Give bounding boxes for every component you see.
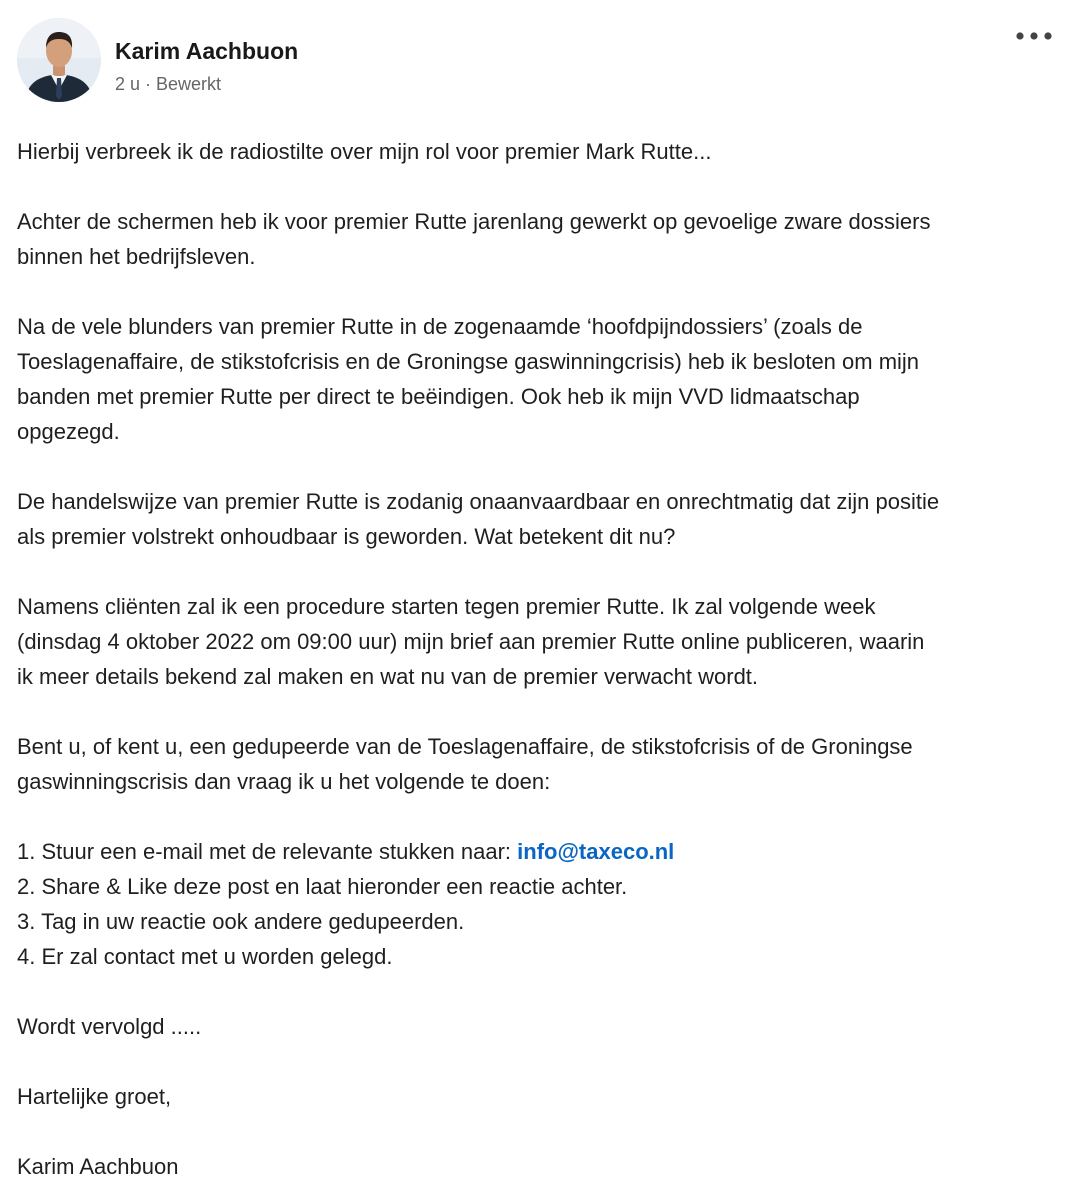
list-item: 3. Tag in uw reactie ook andere gedupeerden. <box>17 909 465 934</box>
paragraph-line: ik meer details bekend zal maken en wat nu van de premier verwacht wordt. <box>17 664 759 689</box>
post-body <box>17 134 1057 1184</box>
meta-separator: · <box>140 74 157 94</box>
paragraph-background <box>17 204 1057 274</box>
list-item: 2. Share & Like deze post en laat hieronder een reactie achter. <box>17 874 628 899</box>
paragraph-line: binnen het bedrijfsleven. <box>17 244 256 269</box>
paragraph-line: Hierbij verbreek ik de radiostilte over mijn rol voor premier Mark Rutte... <box>17 139 712 164</box>
post-meta <box>115 74 221 95</box>
paragraph-procedure <box>17 589 1057 694</box>
steps-list <box>17 834 1057 974</box>
author-name[interactable]: Karim Aachbuon <box>115 38 299 64</box>
paragraph-line: De handelswijze van premier Rutte is zodanig onaanvaardbaar en onrechtmatig dat zijn positie <box>17 489 940 514</box>
list-item <box>17 834 1057 869</box>
paragraph-line: Namens cliënten zal ik een procedure starten tegen premier Rutte. Ik zal volgende week <box>17 594 876 619</box>
paragraph-line: banden met premier Rutte per direct te beëindigen. Ook heb ik mijn VVD lidmaatschap <box>17 384 860 409</box>
email-link[interactable]: info@taxeco.nl <box>517 839 675 864</box>
paragraph-line: Bent u, of kent u, een gedupeerde van de Toeslagenaffaire, de stikstofcrisis of de Groningse <box>17 734 913 759</box>
paragraph-line: Na de vele blunders van premier Rutte in de zogenaamde ‘hoofdpijndossiers’ (zoals de <box>17 314 863 339</box>
profile-photo-icon <box>17 18 101 102</box>
paragraph-line: Achter de schermen heb ik voor premier Rutte jarenlang gewerkt op gevoelige zware dossiers <box>17 209 931 234</box>
paragraph-line: Wordt vervolgd ..... <box>17 1014 202 1039</box>
list-item-text: 1. Stuur een e-mail met de relevante stukken naar: <box>17 839 518 864</box>
signature-text <box>17 1149 1057 1184</box>
paragraph-blunders <box>17 309 1057 449</box>
list-item: 4. Er zal contact met u worden gelegd. <box>17 944 393 969</box>
paragraph-request <box>17 729 1057 799</box>
greeting-text <box>17 1079 1057 1114</box>
edited-label: Bewerkt <box>156 74 222 94</box>
post-header <box>17 18 1057 108</box>
post-time: 2 u <box>115 74 141 94</box>
paragraph-line: Toeslagenaffaire, de stikstofcrisis en de Groningse gaswinningcrisis) heb ik besloten om mijn <box>17 349 920 374</box>
paragraph-line: (dinsdag 4 oktober 2022 om 09:00 uur) mijn brief aan premier Rutte online publiceren, waarin <box>17 629 925 654</box>
paragraph-line: als premier volstrekt onhoudbaar is geworden. Wat betekent dit nu? <box>17 524 676 549</box>
ellipsis-icon <box>1015 31 1053 41</box>
continued-text <box>17 1009 1057 1044</box>
paragraph-intro <box>17 134 1057 169</box>
paragraph-conduct <box>17 484 1057 554</box>
paragraph-line: opgezegd. <box>17 419 120 444</box>
paragraph-line: gaswinningscrisis dan vraag ik u het volgende te doen: <box>17 769 551 794</box>
paragraph-line: Karim Aachbuon <box>17 1154 179 1179</box>
more-options-button[interactable] <box>1014 24 1054 48</box>
paragraph-line: Hartelijke groet, <box>17 1084 172 1109</box>
author-avatar[interactable] <box>17 18 101 102</box>
